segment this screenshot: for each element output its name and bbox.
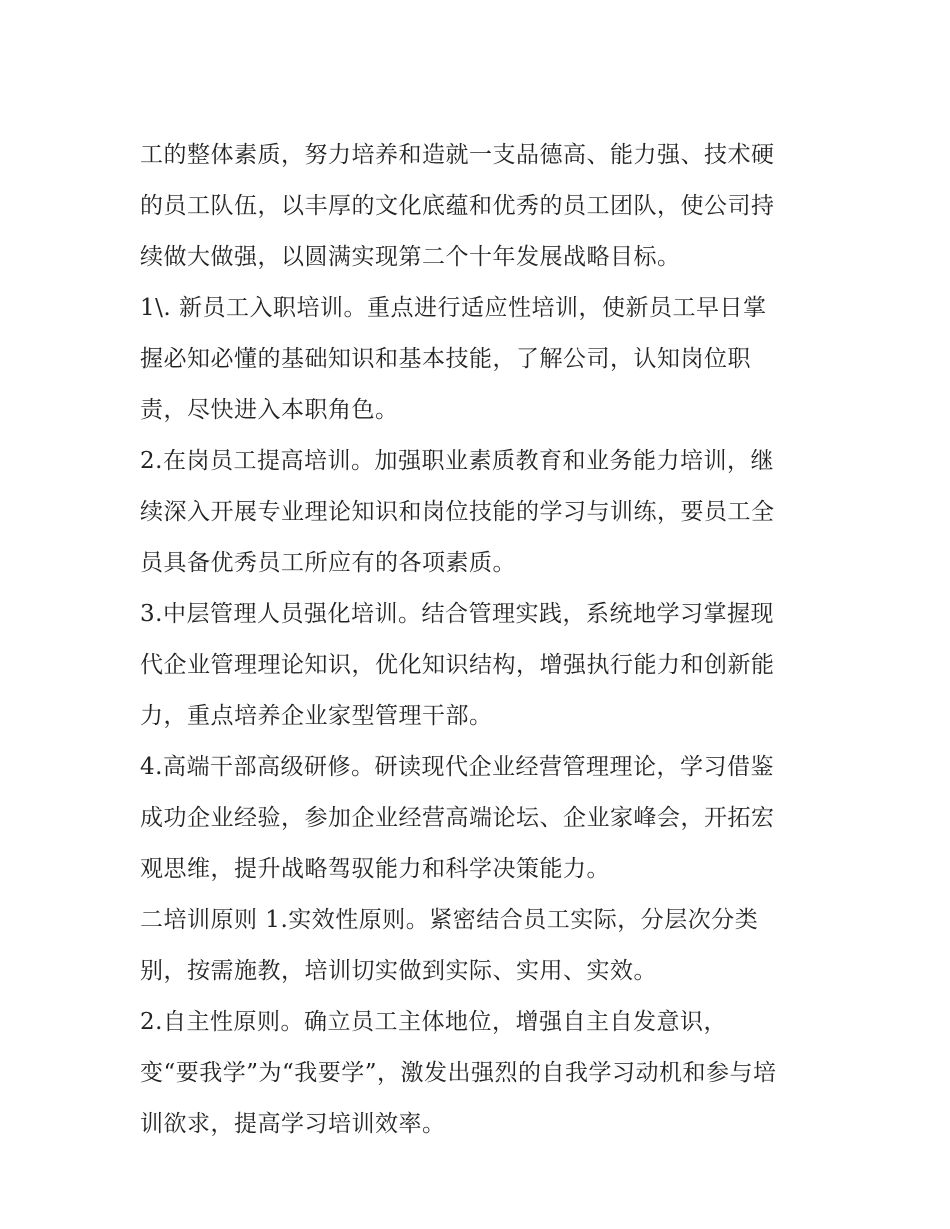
text-line: 续做大做强，以圆满实现第二个十年发展战略目标。 <box>140 244 681 270</box>
text-line: 握必知必懂的基础知识和基本技能，了解公司，认知岗位职 <box>140 346 751 372</box>
text-line: 变“要我学”为“我要学”，激发出强烈的自我学习动机和参与培 <box>140 1060 777 1086</box>
text-line: 3.中层管理人员强化培训。结合管理实践，系统地学习掌握现 <box>140 601 774 627</box>
text-line: 训欲求，提高学习培训效率。 <box>140 1111 446 1137</box>
text-line: 续深入开展专业理论知识和岗位技能的学习与训练，要员工全 <box>140 499 775 525</box>
text-line: 二培训原则 1.实效性原则。紧密结合员工实际，分层次分类 <box>140 907 759 933</box>
text-line: 力，重点培养企业家型管理干部。 <box>140 703 493 729</box>
document-body <box>140 130 830 1150</box>
text-line: 2.在岗员工提高培训。加强职业素质教育和业务能力培训，继 <box>140 448 774 474</box>
text-line: 别，按需施教，培训切实做到实际、实用、实效。 <box>140 958 657 984</box>
text-line: 4.高端干部高级研修。研读现代企业经营管理理论，学习借鉴 <box>140 754 774 780</box>
text-line: 责，尽快进入本职角色。 <box>140 397 399 423</box>
text-line: 1\. 新员工入职培训。重点进行适应性培训，使新员工早日掌 <box>140 295 767 321</box>
text-line: 代企业管理理论知识，优化知识结构，增强执行能力和创新能 <box>140 652 775 678</box>
text-line: 工的整体素质，努力培养和造就一支品德高、能力强、技术硬 <box>140 142 775 168</box>
text-line: 成功企业经验，参加企业经营高端论坛、企业家峰会，开拓宏 <box>140 805 775 831</box>
text-line: 的员工队伍，以丰厚的文化底蕴和优秀的员工团队，使公司持 <box>140 193 775 219</box>
text-line: 观思维，提升战略驾驭能力和科学决策能力。 <box>140 856 610 882</box>
text-line: 员具备优秀员工所应有的各项素质。 <box>140 550 516 576</box>
text-line: 2.自主性原则。确立员工主体地位，增强自主自发意识， <box>140 1009 727 1035</box>
